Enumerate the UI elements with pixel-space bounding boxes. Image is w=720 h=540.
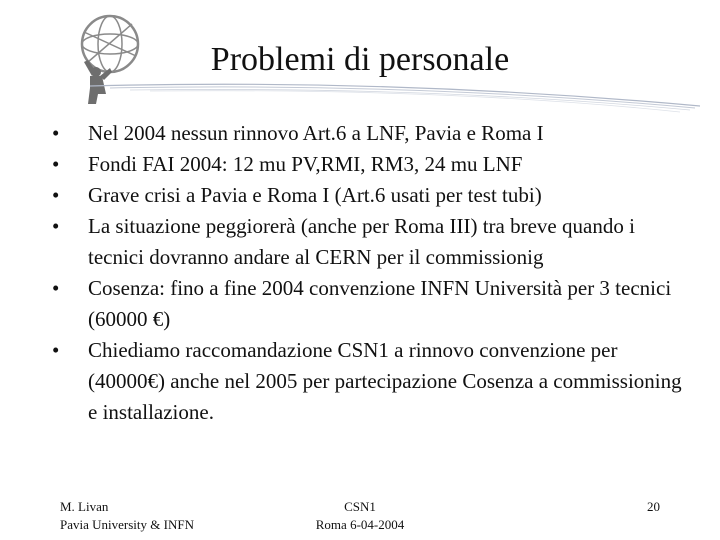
footer-author-block bbox=[60, 498, 194, 534]
bullet-text: Chiediamo raccomandazione CSN1 a rinnovo convenzione per (40000€) anche nel 2005 per partecipazione Cosenza a commissioning e installazione. bbox=[88, 338, 682, 424]
bullet-dot: • bbox=[52, 338, 60, 362]
bullet-text: Cosenza: fino a fine 2004 convenzione INFN Università per 3 tecnici (60000 €) bbox=[88, 276, 672, 331]
slide-title: Problemi di personale bbox=[210, 41, 510, 78]
bullet-dot: • bbox=[52, 121, 60, 145]
bullet-item bbox=[52, 180, 692, 211]
bullet-dot: • bbox=[52, 152, 60, 176]
bullet-item bbox=[52, 149, 692, 180]
bullet-list bbox=[52, 118, 692, 428]
page-number: 20 bbox=[647, 499, 660, 514]
bullet-text: Fondi FAI 2004: 12 mu PV,RMI, RM3, 24 mu LNF bbox=[88, 152, 523, 176]
bullet-text: Nel 2004 nessun rinnovo Art.6 a LNF, Pavia e Roma I bbox=[88, 121, 544, 145]
bullet-text: La situazione peggiorerà (anche per Roma III) tra breve quando i tecnici dovranno andare al CERN per il commissionig bbox=[88, 214, 635, 269]
footer-event: CSN1 bbox=[344, 499, 376, 514]
bullet-item bbox=[52, 335, 692, 428]
bullet-text: Grave crisi a Pavia e Roma I (Art.6 usati per test tubi) bbox=[88, 183, 542, 207]
footer-place-date: Roma 6-04-2004 bbox=[315, 517, 405, 532]
footer-affiliation: Pavia University & INFN bbox=[60, 517, 194, 532]
bullet-dot: • bbox=[52, 214, 60, 238]
bullet-dot: • bbox=[52, 183, 60, 207]
bullet-item bbox=[52, 118, 692, 149]
footer-author: M. Livan bbox=[60, 499, 109, 514]
footer-event-block bbox=[270, 498, 450, 534]
title-rule bbox=[90, 78, 700, 114]
bullet-item bbox=[52, 273, 692, 335]
bullet-item bbox=[52, 211, 692, 273]
bullet-dot: • bbox=[52, 276, 60, 300]
